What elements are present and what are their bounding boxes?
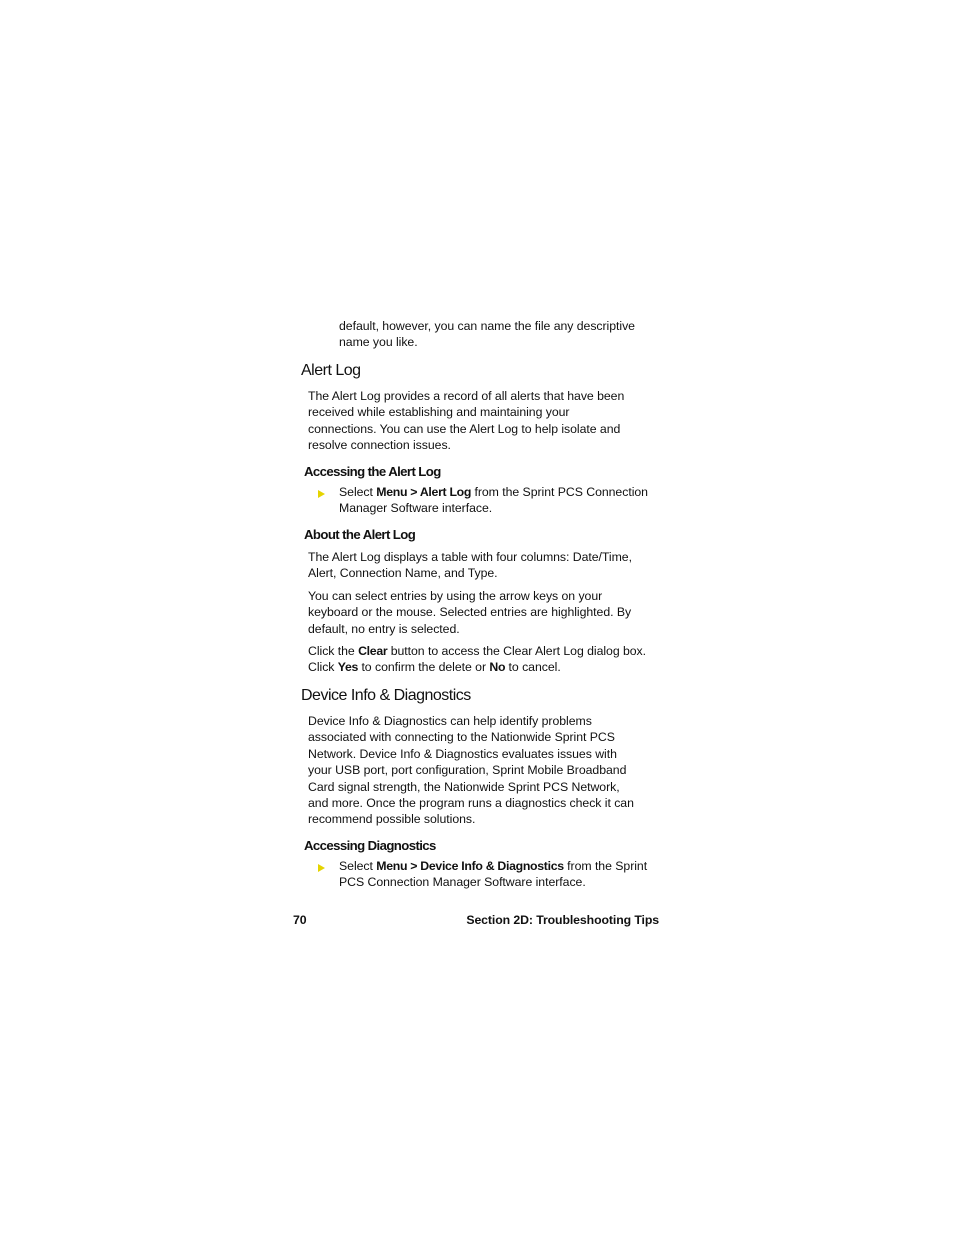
clear-button-label: Clear (358, 644, 388, 658)
yes-label: Yes (337, 660, 359, 675)
menu-path-alert-log: Menu > Alert Log (376, 485, 472, 499)
paragraph-line: recommend possible solutions. (308, 812, 476, 827)
text-run: to cancel. (505, 660, 561, 675)
device-info-paragraph (308, 713, 634, 828)
device-info-heading: Device Info & Diagnostics (301, 687, 471, 704)
intro-line: default, however, you can name the file any descriptive (339, 319, 635, 333)
paragraph-line (308, 659, 646, 675)
paragraph-line: connections. You can use the Alert Log to help isolate and (308, 421, 621, 436)
paragraph-line: Device Info & Diagnostics can help identify problems (308, 714, 592, 728)
no-label: No (489, 660, 506, 675)
step-line: Manager Software interface. (339, 501, 493, 516)
paragraph-line: The Alert Log provides a record of all alerts that have been (308, 389, 625, 403)
accessing-alert-log-step (339, 484, 648, 517)
text-run: to confirm the delete or (358, 660, 490, 675)
paragraph-line: and more. Once the program runs a diagnostics check it can (308, 796, 634, 811)
accessing-alert-log-heading: Accessing the Alert Log (304, 464, 441, 479)
page-number: 70 (293, 913, 307, 927)
text-run: Click (308, 660, 338, 675)
accessing-diagnostics-step (339, 858, 647, 891)
paragraph-line: You can select entries by using the arrow keys on your (308, 589, 603, 603)
about-alert-log-heading: About the Alert Log (304, 527, 416, 542)
paragraph-line: received while establishing and maintaining your (308, 405, 570, 420)
about-paragraph-2 (308, 588, 631, 637)
about-paragraph-1 (308, 549, 632, 582)
intro-text (339, 318, 635, 351)
paragraph-line: resolve connection issues. (308, 438, 451, 453)
step-line: PCS Connection Manager Software interface. (339, 875, 586, 890)
step-line (339, 858, 647, 874)
step-rest: from the Sprint (563, 859, 648, 873)
menu-path-diagnostics: Menu > Device Info & Diagnostics (376, 859, 564, 873)
paragraph-line: associated with connecting to the Nationwide Sprint PCS (308, 730, 615, 745)
select-word: Select (339, 859, 373, 873)
paragraph-line: your USB port, port configuration, Sprint Mobile Broadband (308, 763, 627, 778)
section-title: Section 2D: Troubleshooting Tips (466, 913, 659, 927)
step-rest: from the Sprint PCS Connection (471, 485, 648, 499)
text-run: Click the (308, 644, 359, 658)
paragraph-line: default, no entry is selected. (308, 621, 460, 636)
yellow-arrow-bullet-icon (318, 864, 325, 872)
paragraph-line: keyboard or the mouse. Selected entries are highlighted. By (308, 605, 632, 620)
paragraph-line: Alert, Connection Name, and Type. (308, 566, 498, 581)
paragraph-line: The Alert Log displays a table with four columns: Date/Time, (308, 550, 632, 564)
paragraph-line (308, 643, 646, 659)
alert-log-paragraph (308, 388, 624, 454)
alert-log-heading: Alert Log (301, 362, 361, 379)
intro-line: name you like. (339, 335, 418, 350)
about-paragraph-3 (308, 643, 646, 676)
step-line (339, 484, 648, 500)
accessing-diagnostics-heading: Accessing Diagnostics (304, 838, 436, 853)
yellow-arrow-bullet-icon (318, 490, 325, 498)
select-word: Select (339, 485, 373, 499)
paragraph-line: Network. Device Info & Diagnostics evaluates issues with (308, 746, 617, 761)
text-run: button to access the Clear Alert Log dialog box. (387, 644, 647, 658)
paragraph-line: Card signal strength, the Nationwide Sprint PCS Network, (308, 779, 620, 794)
